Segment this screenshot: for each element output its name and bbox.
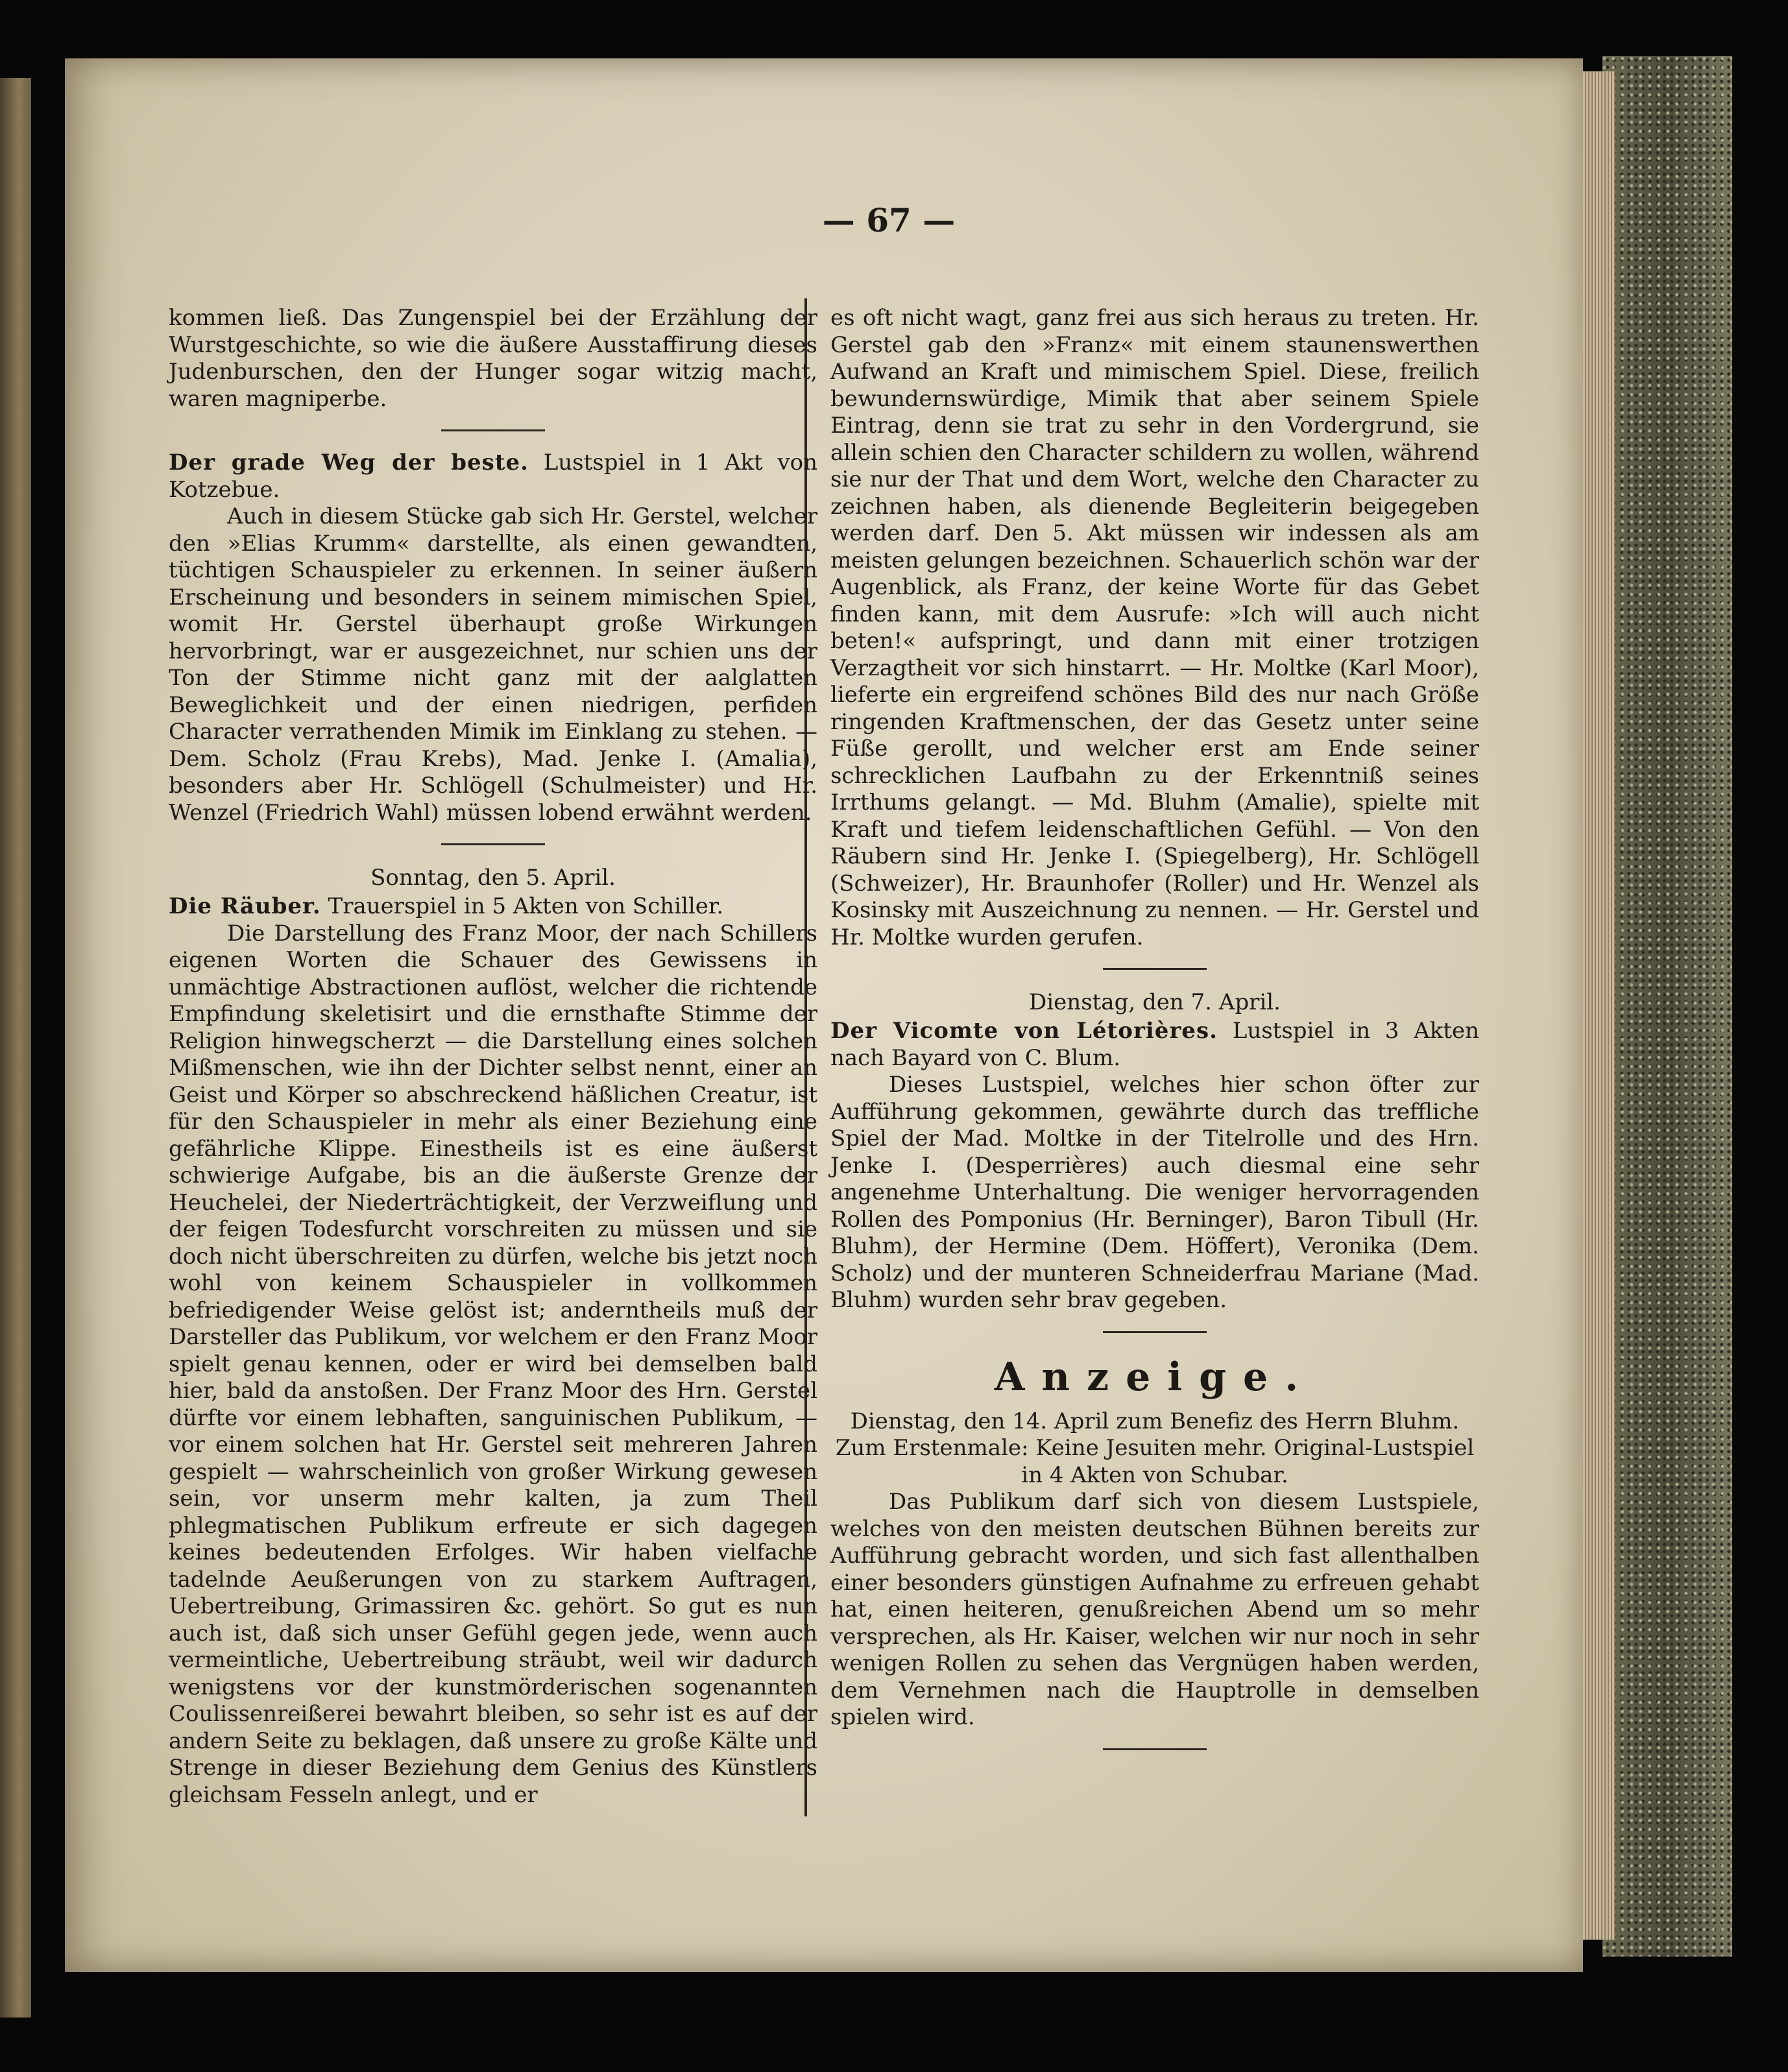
announcement-line: Zum Erstenmale: Keine Jesuiten mehr. Original-Lustspiel [835,1435,1475,1461]
announcement-heading: Anzeige. [994,1354,1316,1400]
continued-paragraph: kommen ließ. Das Zungenspiel bei der Erzählung der Wurstgeschichte, so wie die äußere Ausstaffirung dieses Judenburschen, den der Hunger sogar witzig macht, waren magniperbe. [169,305,817,412]
play-title: Der Vicomte von Létorières. [830,1018,1218,1044]
announcement-line: Dienstag, den 14. April zum Benefiz des Herrn Bluhm. [850,1408,1460,1434]
section-divider [441,429,545,431]
left-column [169,305,817,1809]
section-divider [1103,968,1207,970]
dateline: Sonntag, den 5. April. [370,865,616,891]
section-divider [1103,1331,1207,1333]
closing-divider [1103,1748,1207,1750]
review-heading [169,450,817,503]
facing-page-edge [0,78,31,2018]
review-body: Auch in diesem Stücke gab sich Hr. Gerstel, welcher den »Elias Krumm« darstellte, als einen gewandten, tüchtigen Schauspieler zu erkennen. In seiner äußern Erscheinung und besonders in seinem mimischen Spiel, womit Hr. Gerstel überhaupt große Wirkungen hervorbringt, war er ausgezeichnet, nur schien uns der Ton der Stimme nicht ganz mit der aalglatten Beweglichkeit und der einen niedrigen, perfiden Character verrathenden Mimik im Einklang zu stehen. — Dem. Scholz (Frau Krebs), Mad. Jenke I. (Amalia), besonders aber Hr. Schlögell (Schulmeister) und Hr. Wenzel (Friedrich Wahl) müssen lobend erwähnt werden. [169,503,817,826]
continued-paragraph: es oft nicht wagt, ganz frei aus sich heraus zu treten. Hr. Gerstel gab den »Franz« mit einem staunenswerthen Aufwand an Kraft und mimischem Spiel. Diese, freilich bewundernswürdige, Mimik that aber seinem Spiele Eintrag, denn sie trat zu sehr in den Vordergrund, sie allein schien den Character schildern zu wollen, während sie nur der That und dem Wort, welche den Character zu zeichnen haben, als dienende Begleiterin beigegeben werden darf. Den 5. Akt müssen wir indessen als am meisten gelungen bezeichnen. Schauerlich schön war der Augenblick, als Franz, der keine Worte für das Gebet finden kann, mit dem Ausrufe: »Ich will auch nicht beten!« aufspringt, und dann mit einer trotzigen Verzagtheit vor sich hinstarrt. — Hr. Moltke (Karl Moor), lieferte ein ergreifend schönes Bild des nur nach Größe ringenden Kraftmenschen, der das Gesetz unter seine Füße gerollt, und welcher erst am Ende seiner schrecklichen Laufbahn zu der Erkenntniß seines Irrthums gelangt. — Md. Bluhm (Amalie), spielte mit Kraft und tiefem leidenschaftlichen Gefühl. — Von den Räubern sind Hr. Jenke I. (Spiegelberg), Hr. Schlögell (Schweizer), Hr. Braunhofer (Roller) und Hr. Wenzel als Kosinsky mit Auszeichnung zu nennen. — Hr. Gerstel und Hr. Moltke wurden gerufen. [830,305,1479,950]
review-heading [830,1018,1479,1072]
page-number: — 67 — [822,201,956,239]
book-cover-edge [1602,56,1732,1957]
section-divider [441,843,545,845]
play-subtitle: Lustspiel in 3 Akten nach Bayard von C. Blum. [830,1018,1480,1071]
review-body: Die Darstellung des Franz Moor, der nach Schillers eigenen Worten die Schauer des Gewissens in unmächtige Abstractionen auflöst, welcher die richtende Empfindung skeletisirt und die ernsthafte Stimme der Religion hinwegscherzt — die Darstellung eines solchen Mißmenschen, wie ihn der Dichter selbst nennt, einer an Geist und Körper so abschreckend häßlichen Creatur, ist für den Schauspieler in mehr als einer Beziehung eine gefährliche Klippe. Einestheils ist es eine äußerst schwierige Aufgabe, bis an die äußerste Grenze der Heuchelei, der Niederträchtigkeit, der Verzweiflung und der feigen Todesfurcht vorschreiten zu müssen und sie doch nicht überschreiten zu dürfen, welche bis jetzt noch wohl von keinem Schauspieler in vollkommen befriedigender Weise gelöst ist; anderntheils muß der Darsteller das Publikum, vor welchem er den Franz Moor spielt genau kennen, oder er wird bei demselben bald hier, bald da anstoßen. Der Franz Moor des Hrn. Gerstel dürfte vor einem lebhaften, sanguinischen Publikum, — vor einem solchen hat Hr. Gerstel seit mehreren Jahren gespielt — wahrscheinlich von großer Wirkung gewesen sein, vor unserm mehr kalten, ja zum Theil phlegmatischen Publikum erfreute er sich dagegen keines bedeutenden Erfolges. Wir haben vielfache tadelnde Aeußerungen von zu starkem Auftragen, Uebertreibung, Grimassiren &c. gehört. So gut es nun auch ist, daß sich unser Gefühl gegen jede, wenn auch vermeintliche, Uebertreibung sträubt, weil wir dadurch wenigstens vor der kunstmörderischen sogenannten Coulissenreißerei bewahrt bleiben, so sehr ist es auf der andern Seite zu beklagen, daß unsere zu große Kälte und Strenge in dieser Beziehung dem Genius des Künstlers gleichsam Fesseln anlegt, und er [169,920,817,1808]
dateline: Dienstag, den 7. April. [1029,989,1281,1015]
announcement-line: in 4 Akten von Schubar. [1021,1462,1288,1488]
newspaper-page [65,58,1583,1972]
right-column [830,305,1479,1768]
play-title: Die Räuber. [169,893,321,919]
announcement-body: Das Publikum darf sich von diesem Lustspiele, welches von den meisten deutschen Bühnen bereits zur Aufführung gebracht worden, und sich fast allenthalben einer besonders günstigen Aufnahme zu erfreuen gehabt hat, einen heiteren, genußreichen Abend um so mehr versprechen, als Hr. Kaiser, welchen wir nur noch in sehr wenigen Rollen zu sehen das Vergnügen haben werden, dem Vernehmen nach die Hauptrolle in demselben spielen wird. [830,1489,1479,1730]
play-subtitle: Lustspiel in 1 Akt von Kotzebue. [169,450,817,503]
review-body: Dieses Lustspiel, welches hier schon öfter zur Aufführung gekommen, gewährte durch das treffliche Spiel der Mad. Moltke in der Titelrolle und des Hrn. Jenke I. (Desperrières) auch diesmal eine sehr angenehme Unterhaltung. Die weniger hervorragenden Rollen des Pomponius (Hr. Berninger), Baron Tibull (Hr. Bluhm), der Hermine (Dem. Höffert), Veronika (Dem. Scholz) und der munteren Schneiderfrau Mariane (Mad. Bluhm) wurden sehr brav gegeben. [830,1072,1479,1313]
play-subtitle: Trauerspiel in 5 Akten von Schiller. [328,893,724,919]
play-title: Der grade Weg der beste. [169,450,529,476]
review-heading [169,893,817,921]
